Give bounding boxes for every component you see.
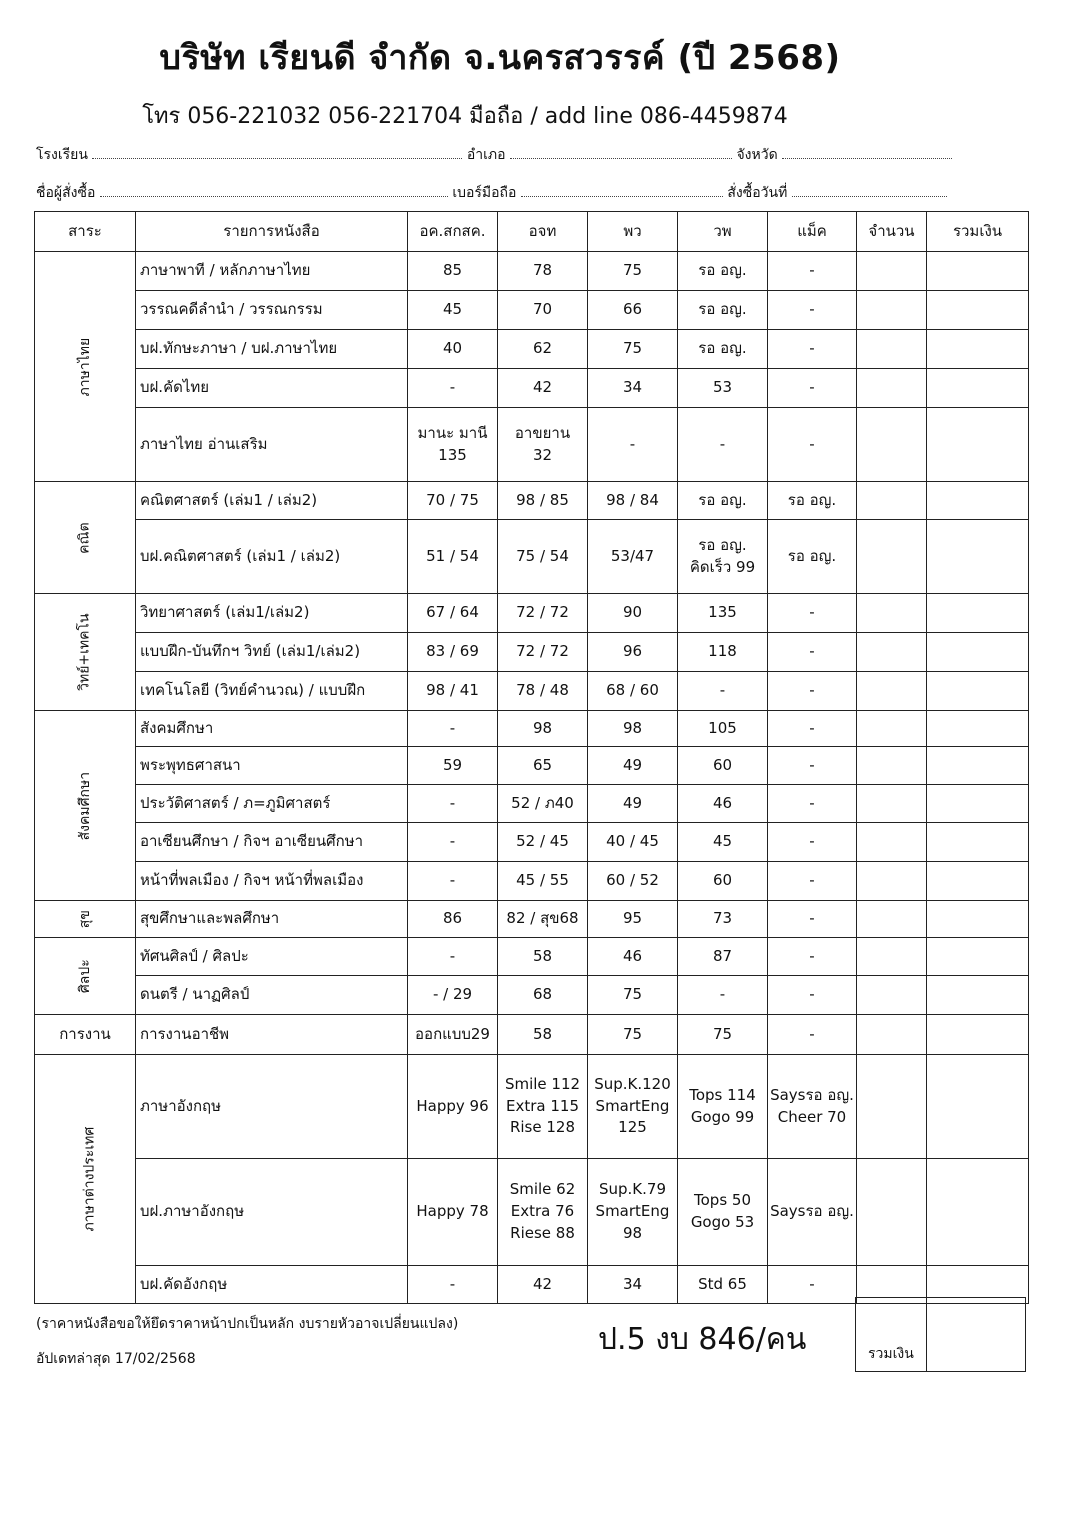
- total-cell[interactable]: [927, 520, 1029, 594]
- price-cell: 87: [678, 938, 768, 976]
- price-cell: 66: [588, 291, 678, 330]
- table-row: [35, 291, 1029, 330]
- book-title: เทคโนโลยี (วิทย์คำนวณ) / แบบฝึก: [136, 672, 408, 711]
- company-title: บริษัท เรียนดี จำกัด จ.นครสวรรค์ (ปี 2568): [159, 38, 841, 78]
- mobile-label: เบอร์มือถือ: [452, 185, 517, 201]
- book-title: หน้าที่พลเมือง / กิจฯ หน้าที่พลเมือง: [136, 862, 408, 901]
- total-cell[interactable]: [927, 823, 1029, 862]
- book-title: คณิตศาสตร์ (เล่ม1 / เล่ม2): [136, 482, 408, 520]
- book-title: บฝ.ทักษะภาษา / บฝ.ภาษาไทย: [136, 330, 408, 369]
- price-cell: รอ อญ.: [678, 252, 768, 291]
- table-row: [35, 369, 1029, 408]
- quantity-cell[interactable]: [857, 823, 927, 862]
- total-cell[interactable]: [927, 1055, 1029, 1159]
- school-info-row: [36, 144, 952, 166]
- book-title: ภาษาไทย อ่านเสริม: [136, 408, 408, 482]
- price-cell: -: [768, 938, 857, 976]
- quantity-cell[interactable]: [857, 594, 927, 633]
- table-row: [35, 672, 1029, 711]
- price-cell: -: [768, 291, 857, 330]
- price-cell: - / 29: [408, 976, 498, 1015]
- quantity-cell[interactable]: [857, 785, 927, 823]
- table-row: [35, 938, 1029, 976]
- order-date-field[interactable]: [792, 184, 947, 197]
- price-cell: 70: [498, 291, 588, 330]
- price-cell: 45 / 55: [498, 862, 588, 901]
- header-total: รวมเงิน: [927, 212, 1029, 252]
- price-cell: 53: [678, 369, 768, 408]
- school-label: โรงเรียน: [36, 147, 88, 163]
- price-cell: 72 / 72: [498, 594, 588, 633]
- price-cell: -: [678, 976, 768, 1015]
- quantity-cell[interactable]: [857, 976, 927, 1015]
- quantity-cell[interactable]: [857, 711, 927, 747]
- price-cell: 42: [498, 1266, 588, 1304]
- price-cell: 95: [588, 901, 678, 938]
- quantity-cell[interactable]: [857, 633, 927, 672]
- total-cell[interactable]: [927, 862, 1029, 901]
- quantity-cell[interactable]: [857, 482, 927, 520]
- header-publisher-wp: วพ: [678, 212, 768, 252]
- table-row: [35, 1015, 1029, 1055]
- price-cell: Std 65: [678, 1266, 768, 1304]
- price-cell: Sup.K.120 SmartEng 125: [588, 1055, 678, 1159]
- price-cell: -: [408, 862, 498, 901]
- total-cell[interactable]: [927, 291, 1029, 330]
- price-cell: Saysรอ อญ.: [768, 1159, 857, 1266]
- price-cell: 98 / 85: [498, 482, 588, 520]
- price-cell: -: [678, 672, 768, 711]
- quantity-cell[interactable]: [857, 408, 927, 482]
- total-cell[interactable]: [927, 330, 1029, 369]
- price-cell: Happy 96: [408, 1055, 498, 1159]
- price-cell: 75: [588, 1015, 678, 1055]
- table-row: [35, 1055, 1029, 1159]
- book-title: ประวัติศาสตร์ / ภ=ภูมิศาสตร์: [136, 785, 408, 823]
- book-title: แบบฝึก-บันทึกฯ วิทย์ (เล่ม1/เล่ม2): [136, 633, 408, 672]
- table-row: [35, 976, 1029, 1015]
- quantity-cell[interactable]: [857, 672, 927, 711]
- book-title: การงานอาชีพ: [136, 1015, 408, 1055]
- price-cell: 58: [498, 938, 588, 976]
- group-science-tech: วิทย์+เทคโน: [35, 594, 136, 711]
- price-cell: -: [678, 408, 768, 482]
- price-cell: -: [408, 823, 498, 862]
- price-cell: 86: [408, 901, 498, 938]
- quantity-cell[interactable]: [857, 938, 927, 976]
- group-health: สุข: [35, 901, 136, 938]
- price-note: (ราคาหนังสือขอให้ยึดราคาหน้าปกเป็นหลัก งบรายหัวอาจเปลี่ยนแปลง): [36, 1316, 459, 1332]
- book-title: ภาษาพาที / หลักภาษาไทย: [136, 252, 408, 291]
- price-cell: 105: [678, 711, 768, 747]
- price-cell: -: [768, 711, 857, 747]
- price-cell: -: [768, 785, 857, 823]
- price-cell: 34: [588, 369, 678, 408]
- price-cell: ออกแบบ29: [408, 1015, 498, 1055]
- price-cell: 34: [588, 1266, 678, 1304]
- price-cell: 72 / 72: [498, 633, 588, 672]
- price-cell: อาขยาน 32: [498, 408, 588, 482]
- price-cell: 60: [678, 747, 768, 785]
- price-cell: 68: [498, 976, 588, 1015]
- header-book-list: รายการหนังสือ: [136, 212, 408, 252]
- book-title: อาเซียนศึกษา / กิจฯ อาเซียนศึกษา: [136, 823, 408, 862]
- price-cell: 75 / 54: [498, 520, 588, 594]
- total-cell[interactable]: [927, 938, 1029, 976]
- price-cell: 96: [588, 633, 678, 672]
- price-cell: Smile 112 Extra 115 Rise 128: [498, 1055, 588, 1159]
- header-row: [35, 212, 1029, 252]
- book-title: บฝ.คัดไทย: [136, 369, 408, 408]
- book-title: วรรณคดีลำนำ / วรรณกรรม: [136, 291, 408, 330]
- total-cell[interactable]: [927, 672, 1029, 711]
- quantity-cell[interactable]: [857, 862, 927, 901]
- quantity-cell[interactable]: [857, 1055, 927, 1159]
- price-cell: 51 / 54: [408, 520, 498, 594]
- header-publisher-aksk: อค.สกสค.: [408, 212, 498, 252]
- price-cell: 62: [498, 330, 588, 369]
- price-cell: 65: [498, 747, 588, 785]
- table-row: [35, 408, 1029, 482]
- price-cell: 73: [678, 901, 768, 938]
- grand-total-box: [855, 1297, 1026, 1372]
- price-cell: Happy 78: [408, 1159, 498, 1266]
- price-cell: 70 / 75: [408, 482, 498, 520]
- table-row: [35, 594, 1029, 633]
- province-label: จังหวัด: [736, 147, 778, 163]
- total-cell[interactable]: [927, 1015, 1029, 1055]
- quantity-cell[interactable]: [857, 252, 927, 291]
- price-cell: 75: [588, 976, 678, 1015]
- price-cell: 118: [678, 633, 768, 672]
- price-cell: -: [768, 1015, 857, 1055]
- price-cell: 135: [678, 594, 768, 633]
- price-cell: 52 / 45: [498, 823, 588, 862]
- price-cell: -: [768, 594, 857, 633]
- price-cell: 46: [588, 938, 678, 976]
- price-cell: 40 / 45: [588, 823, 678, 862]
- price-cell: -: [768, 823, 857, 862]
- price-cell: -: [768, 747, 857, 785]
- price-cell: -: [768, 408, 857, 482]
- school-field[interactable]: [92, 146, 462, 159]
- price-cell: Saysรอ อญ. Cheer 70: [768, 1055, 857, 1159]
- header-subject: สาระ: [35, 212, 136, 252]
- price-cell: 78 / 48: [498, 672, 588, 711]
- price-cell: -: [408, 785, 498, 823]
- price-cell: -: [768, 330, 857, 369]
- price-cell: 98: [588, 711, 678, 747]
- phone-line: โทร 056-221032 056-221704 มือถือ / add line 086-4459874: [142, 104, 788, 129]
- price-cell: 60 / 52: [588, 862, 678, 901]
- table-row: [35, 785, 1029, 823]
- price-cell: รอ อญ.: [768, 520, 857, 594]
- table-row: [35, 1159, 1029, 1266]
- province-field[interactable]: [782, 146, 952, 159]
- table-row: [35, 330, 1029, 369]
- price-cell: 46: [678, 785, 768, 823]
- quantity-cell[interactable]: [857, 369, 927, 408]
- quantity-cell[interactable]: [857, 291, 927, 330]
- grand-total-label: รวมเงิน: [856, 1298, 927, 1372]
- price-cell: รอ อญ.: [678, 291, 768, 330]
- total-cell[interactable]: [927, 747, 1029, 785]
- price-cell: รอ อญ.: [678, 482, 768, 520]
- book-title: วิทยาศาสตร์ (เล่ม1/เล่ม2): [136, 594, 408, 633]
- price-cell: -: [768, 252, 857, 291]
- price-cell: 42: [498, 369, 588, 408]
- table-row: [35, 520, 1029, 594]
- price-cell: 98 / 84: [588, 482, 678, 520]
- quantity-cell[interactable]: [857, 747, 927, 785]
- table-row: [35, 747, 1029, 785]
- group-math: คณิต: [35, 482, 136, 594]
- quantity-cell[interactable]: [857, 901, 927, 938]
- price-cell: 83 / 69: [408, 633, 498, 672]
- header-publisher-mac: แม็ค: [768, 212, 857, 252]
- price-cell: -: [768, 1266, 857, 1304]
- price-cell: 85: [408, 252, 498, 291]
- price-cell: 45: [678, 823, 768, 862]
- group-foreign-language: ภาษาต่างประเทศ: [35, 1055, 136, 1304]
- mobile-field[interactable]: [521, 184, 723, 197]
- price-cell: 67 / 64: [408, 594, 498, 633]
- price-cell: 49: [588, 747, 678, 785]
- header-publisher-pw: พว: [588, 212, 678, 252]
- price-cell: 90: [588, 594, 678, 633]
- district-field[interactable]: [510, 146, 732, 159]
- table-row: [35, 633, 1029, 672]
- book-title: บฝ.คัดอังกฤษ: [136, 1266, 408, 1304]
- price-cell: 78: [498, 252, 588, 291]
- book-title: พระพุทธศาสนา: [136, 747, 408, 785]
- book-title: บฝ.คณิตศาสตร์ (เล่ม1 / เล่ม2): [136, 520, 408, 594]
- order-date-label: สั่งซื้อวันที่: [727, 185, 788, 201]
- price-cell: 59: [408, 747, 498, 785]
- table-row: [35, 823, 1029, 862]
- budget-per-student: ป.5 งบ 846/คน: [598, 1322, 807, 1357]
- price-cell: 40: [408, 330, 498, 369]
- price-cell: -: [768, 976, 857, 1015]
- price-cell: 49: [588, 785, 678, 823]
- table-row: [35, 482, 1029, 520]
- price-cell: -: [408, 938, 498, 976]
- price-cell: 98 / 41: [408, 672, 498, 711]
- total-cell[interactable]: [927, 901, 1029, 938]
- price-cell: 58: [498, 1015, 588, 1055]
- group-art: ศิลปะ: [35, 938, 136, 1015]
- header-quantity: จำนวน: [857, 212, 927, 252]
- buyer-field[interactable]: [100, 184, 448, 197]
- book-title: ดนตรี / นาฏศิลป์: [136, 976, 408, 1015]
- price-cell: รอ อญ.: [678, 330, 768, 369]
- price-cell: -: [768, 901, 857, 938]
- price-cell: รอ อญ.: [768, 482, 857, 520]
- header-publisher-ajt: อจท: [498, 212, 588, 252]
- price-cell: 75: [588, 330, 678, 369]
- price-cell: 82 / สุข68: [498, 901, 588, 938]
- total-cell[interactable]: [927, 976, 1029, 1015]
- quantity-cell[interactable]: [857, 1015, 927, 1055]
- total-cell[interactable]: [927, 252, 1029, 291]
- book-order-table: [34, 211, 1029, 1304]
- price-cell: -: [408, 1266, 498, 1304]
- total-cell[interactable]: [927, 594, 1029, 633]
- price-cell: Smile 62 Extra 76 Riese 88: [498, 1159, 588, 1266]
- table-row: [35, 711, 1029, 747]
- price-cell: มานะ มานี 135: [408, 408, 498, 482]
- price-cell: -: [768, 633, 857, 672]
- price-cell: -: [408, 711, 498, 747]
- last-updated: อัปเดทล่าสุด 17/02/2568: [36, 1351, 196, 1367]
- book-title: สังคมศึกษา: [136, 711, 408, 747]
- total-cell[interactable]: [927, 1159, 1029, 1266]
- quantity-cell[interactable]: [857, 520, 927, 594]
- price-cell: -: [408, 369, 498, 408]
- table-row: [35, 901, 1029, 938]
- price-cell: 60: [678, 862, 768, 901]
- price-cell: -: [588, 408, 678, 482]
- price-cell: -: [768, 369, 857, 408]
- price-cell: Sup.K.79 SmartEng 98: [588, 1159, 678, 1266]
- quantity-cell[interactable]: [857, 1159, 927, 1266]
- price-cell: รอ อญ. คิดเร็ว 99: [678, 520, 768, 594]
- total-cell[interactable]: [927, 711, 1029, 747]
- price-cell: 75: [678, 1015, 768, 1055]
- total-cell[interactable]: [927, 785, 1029, 823]
- table-row: [35, 862, 1029, 901]
- price-cell: 53/47: [588, 520, 678, 594]
- price-cell: 68 / 60: [588, 672, 678, 711]
- buyer-info-row: [36, 182, 947, 204]
- price-cell: Tops 114 Gogo 99: [678, 1055, 768, 1159]
- total-cell[interactable]: [927, 369, 1029, 408]
- quantity-cell[interactable]: [857, 330, 927, 369]
- table-row: [35, 252, 1029, 291]
- price-cell: 52 / ภ40: [498, 785, 588, 823]
- price-cell: 98: [498, 711, 588, 747]
- buyer-label: ชื่อผู้สั่งซื้อ: [36, 185, 96, 201]
- total-cell[interactable]: [927, 408, 1029, 482]
- book-title: ทัศนศิลป์ / ศิลปะ: [136, 938, 408, 976]
- book-title: บฝ.ภาษาอังกฤษ: [136, 1159, 408, 1266]
- book-title: สุขศึกษาและพลศึกษา: [136, 901, 408, 938]
- price-cell: Tops 50 Gogo 53: [678, 1159, 768, 1266]
- total-cell[interactable]: [927, 482, 1029, 520]
- district-label: อำเภอ: [466, 147, 506, 163]
- price-cell: -: [768, 672, 857, 711]
- book-title: ภาษาอังกฤษ: [136, 1055, 408, 1159]
- total-cell[interactable]: [927, 633, 1029, 672]
- price-cell: 45: [408, 291, 498, 330]
- grand-total-value[interactable]: [926, 1298, 1025, 1372]
- price-cell: -: [768, 862, 857, 901]
- group-thai: ภาษาไทย: [35, 252, 136, 482]
- group-work: การงาน: [35, 1015, 136, 1055]
- group-social-studies: สังคมศึกษา: [35, 711, 136, 901]
- price-cell: 75: [588, 252, 678, 291]
